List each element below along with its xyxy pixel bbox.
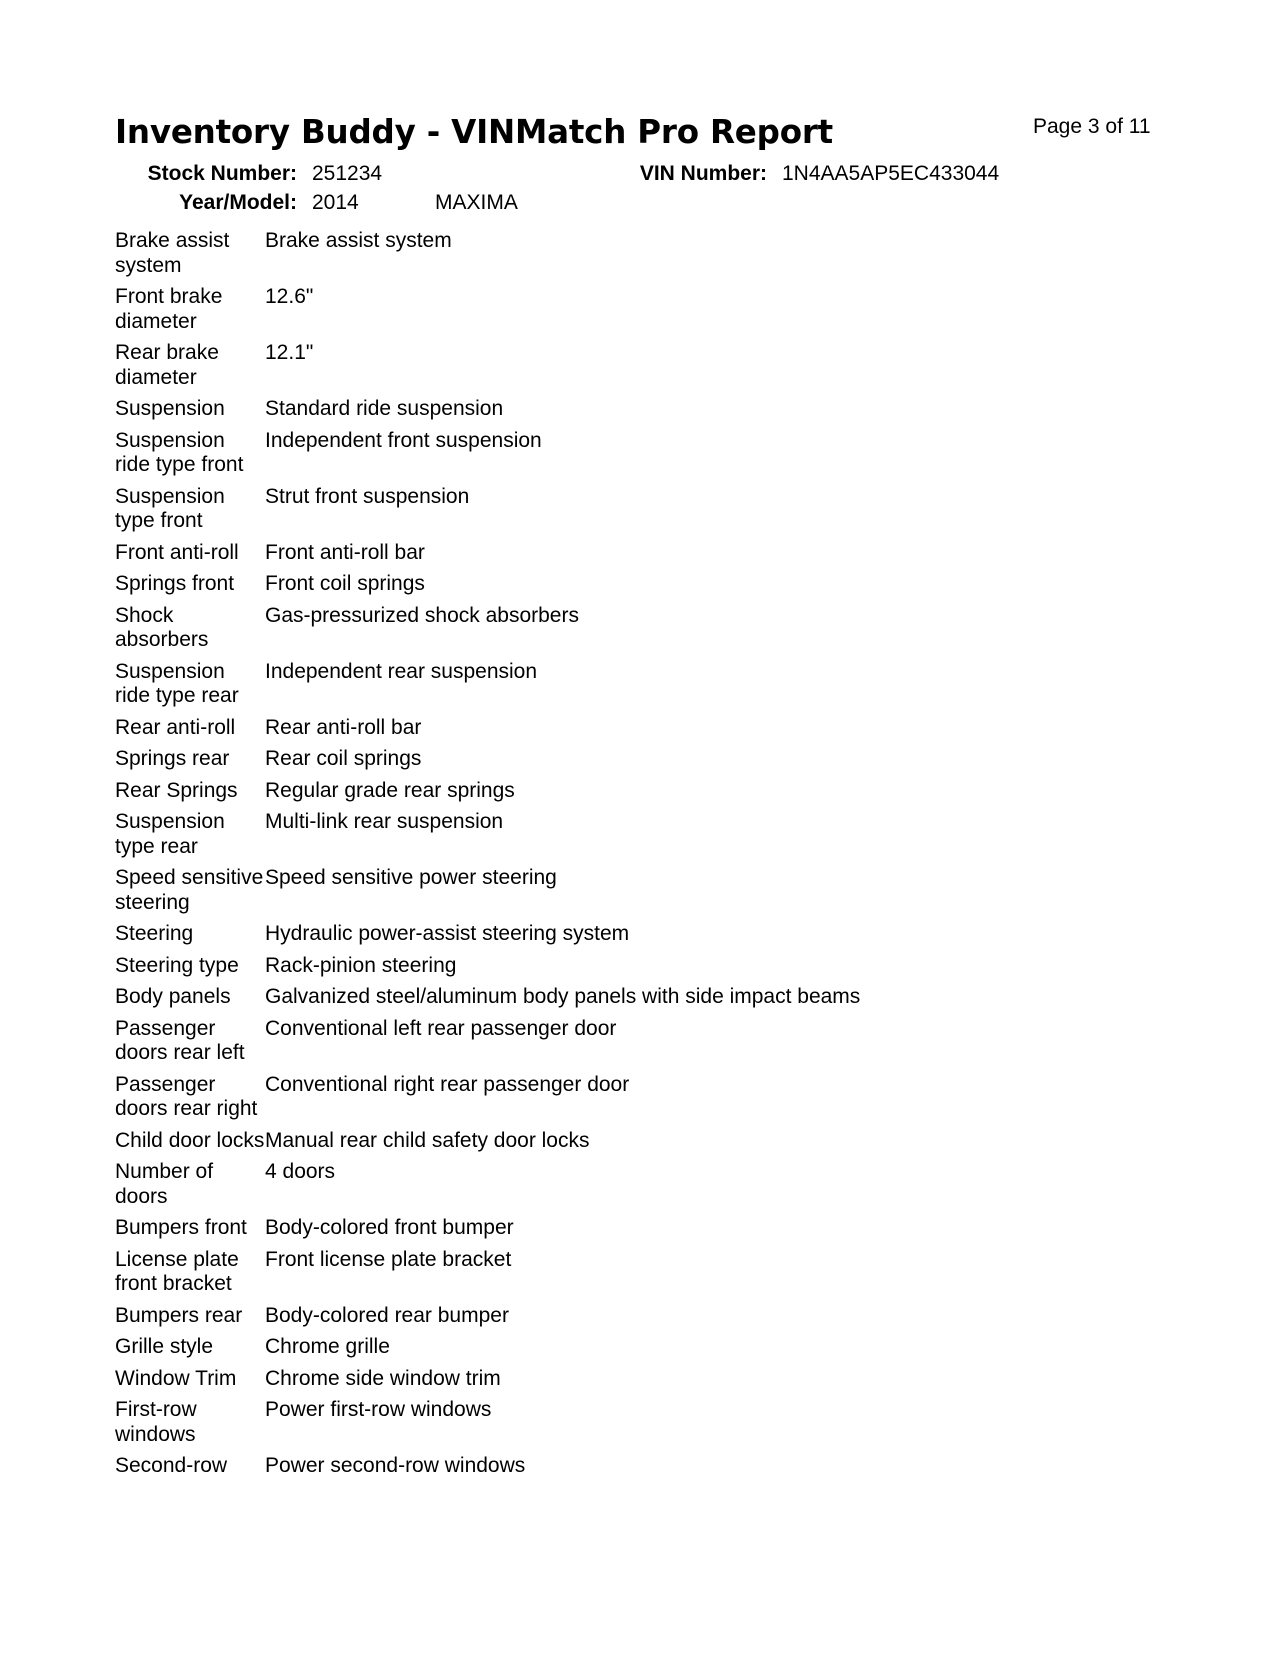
spec-value: Manual rear child safety door locks <box>265 1128 590 1152</box>
spec-label: Number of doors <box>115 1160 214 1208</box>
spec-value: Front license plate bracket <box>265 1247 512 1271</box>
spec-label: Shock absorbers <box>115 603 209 651</box>
spec-label: Bumpers rear <box>115 1303 243 1327</box>
spec-row <box>115 1454 1215 1479</box>
spec-label: Front anti-roll <box>115 540 239 564</box>
spec-label: Springs rear <box>115 747 230 770</box>
spec-label: Bumpers front <box>115 1216 247 1239</box>
spec-row <box>115 229 1215 278</box>
spec-label: First-row windows <box>115 1398 197 1446</box>
spec-label: Steering <box>115 922 194 945</box>
spec-label: Rear Springs <box>115 778 238 802</box>
spec-row <box>115 660 1215 709</box>
spec-row <box>115 285 1215 334</box>
spec-label: Steering type <box>115 953 239 977</box>
spec-value: Hydraulic power-assist steering system <box>265 922 630 945</box>
spec-row <box>115 485 1215 534</box>
spec-value: Conventional left rear passenger door <box>265 1016 617 1040</box>
vin-number-label: VIN Number: <box>639 162 767 185</box>
spec-value: Rear anti-roll bar <box>265 715 422 739</box>
spec-value: Brake assist system <box>265 229 452 252</box>
spec-value: Conventional right rear passenger door <box>265 1072 630 1096</box>
spec-row <box>115 572 1215 597</box>
spec-label: Passenger doors rear left <box>115 1016 245 1064</box>
spec-value: Front anti-roll bar <box>265 540 425 564</box>
spec-list <box>115 229 1215 1486</box>
spec-label: Grille style <box>115 1335 214 1358</box>
spec-label: Body panels <box>115 985 231 1008</box>
spec-label: Speed sensitive steering <box>115 866 264 914</box>
vin-number-value: 1N4AA5AP5EC433044 <box>782 162 1000 185</box>
spec-value: Standard ride suspension <box>265 397 504 420</box>
spec-row <box>115 1129 1215 1154</box>
spec-row <box>115 866 1215 915</box>
spec-row <box>115 985 1215 1010</box>
spec-row <box>115 1017 1215 1066</box>
spec-value: Front coil springs <box>265 572 425 595</box>
spec-row <box>115 922 1215 947</box>
spec-label: Suspension <box>115 397 225 420</box>
spec-value: Speed sensitive power steering <box>265 866 557 889</box>
year-value: 2014 <box>312 191 359 214</box>
spec-value: Body-colored rear bumper <box>265 1303 509 1327</box>
spec-row <box>115 1073 1215 1122</box>
spec-row <box>115 541 1215 566</box>
spec-row <box>115 1216 1215 1241</box>
spec-label: Suspension type rear <box>115 810 225 858</box>
spec-row <box>115 604 1215 653</box>
spec-row <box>115 779 1215 804</box>
spec-value: Chrome grille <box>265 1335 390 1358</box>
model-value: MAXIMA <box>435 191 518 214</box>
spec-label: Rear anti-roll <box>115 715 236 739</box>
report-title: Inventory Buddy - VINMatch Pro Report <box>115 113 834 151</box>
spec-value: Power second-row windows <box>265 1454 526 1477</box>
spec-value: Rack-pinion steering <box>265 953 457 977</box>
page-number: Page 3 of 11 <box>1033 115 1151 138</box>
spec-label: Springs front <box>115 572 235 595</box>
stock-number-label: Stock Number: <box>147 162 297 185</box>
spec-label: Front brake diameter <box>115 285 223 333</box>
spec-value: Chrome side window trim <box>265 1366 501 1390</box>
spec-label: License plate front bracket <box>115 1247 239 1295</box>
spec-value: 12.6" <box>265 285 314 308</box>
spec-row <box>115 1398 1215 1447</box>
spec-label: Suspension ride type front <box>115 428 244 476</box>
spec-row <box>115 747 1215 772</box>
spec-row <box>115 341 1215 390</box>
spec-row <box>115 1367 1215 1392</box>
spec-label: Child door locks <box>115 1128 265 1152</box>
spec-label: Suspension type front <box>115 484 225 532</box>
spec-row <box>115 810 1215 859</box>
spec-value: Body-colored front bumper <box>265 1216 514 1239</box>
spec-row <box>115 1248 1215 1297</box>
spec-row <box>115 716 1215 741</box>
spec-label: Window Trim <box>115 1366 237 1390</box>
spec-row <box>115 1160 1215 1209</box>
spec-row <box>115 429 1215 478</box>
spec-row <box>115 1335 1215 1360</box>
year-model-label: Year/Model: <box>179 191 297 214</box>
spec-row <box>115 954 1215 979</box>
spec-label: Suspension ride type rear <box>115 659 239 707</box>
spec-row <box>115 1304 1215 1329</box>
spec-label: Rear brake diameter <box>115 341 219 389</box>
spec-value: 12.1" <box>265 341 314 364</box>
spec-value: Strut front suspension <box>265 484 470 508</box>
stock-number-value: 251234 <box>312 162 383 185</box>
spec-label: Passenger doors rear right <box>115 1072 258 1120</box>
spec-value: Independent rear suspension <box>265 659 538 683</box>
spec-value: Galvanized steel/aluminum body panels with side impact beams <box>265 985 861 1008</box>
spec-value: Regular grade rear springs <box>265 778 515 802</box>
spec-value: Power first-row windows <box>265 1398 492 1421</box>
spec-label: Second-row <box>115 1454 228 1477</box>
spec-value: Multi-link rear suspension <box>265 810 504 833</box>
spec-label: Brake assist system <box>115 229 230 277</box>
spec-value: Independent front suspension <box>265 428 542 452</box>
spec-row <box>115 397 1215 422</box>
spec-value: Rear coil springs <box>265 747 422 770</box>
spec-value: Gas-pressurized shock absorbers <box>265 603 579 627</box>
spec-value: 4 doors <box>265 1160 336 1183</box>
